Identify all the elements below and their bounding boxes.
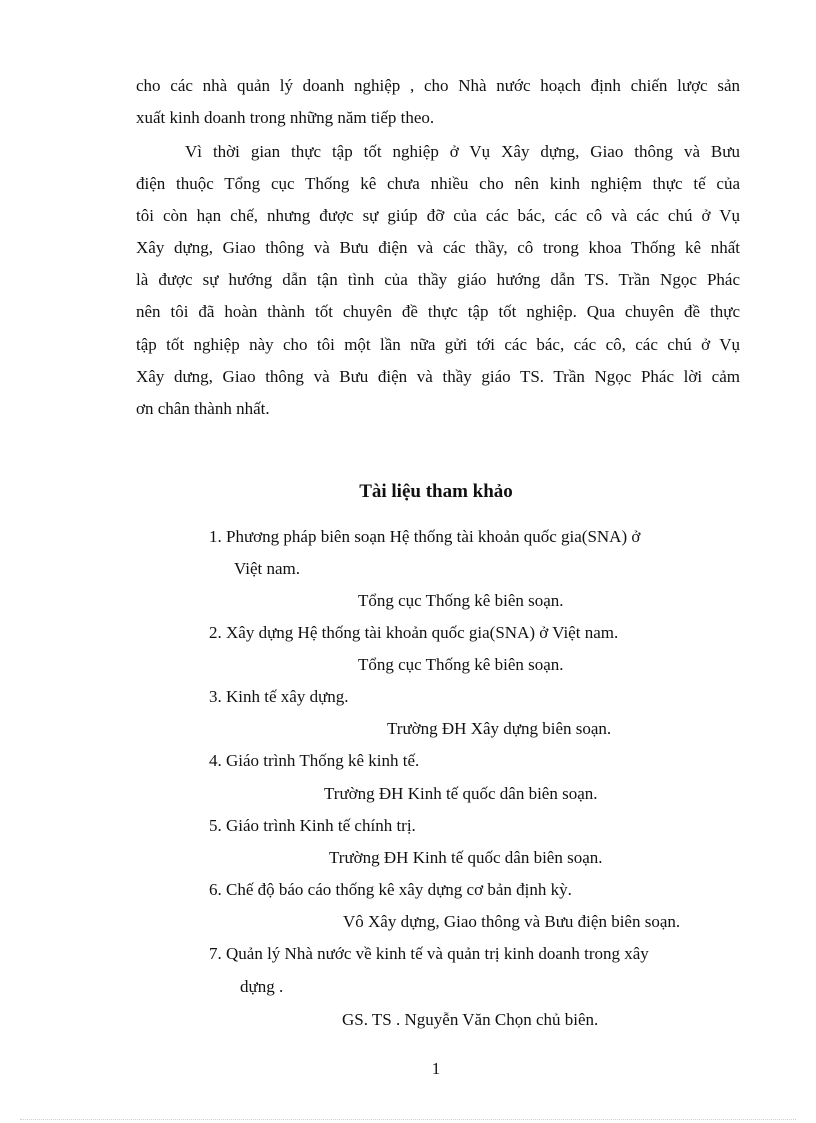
reference-author: Trường ĐH Kinh tế quốc dân biên soạn. <box>324 784 598 803</box>
reference-author: Tổng cục Thống kê biên soạn. <box>358 591 564 610</box>
page-number: 1 <box>431 1059 441 1078</box>
body-line: ơn chân thành nhất. <box>136 399 270 418</box>
reference-item: 2. Xây dựng Hệ thống tài khoản quốc gia(SNA) ở Việt nam. <box>209 623 619 642</box>
body-line: Xây dựng, Giao thông và Bưu điện và các thầy, cô trong khoa Thống kê nhất <box>136 238 740 257</box>
body-line: tập tốt nghiệp này cho tôi một lần nữa gửi tới các bác, các cô, các chú ở Vụ <box>136 335 740 354</box>
body-line: tôi còn hạn chế, nhưng được sự giúp đỡ của các bác, các cô và các chú ở Vụ <box>136 206 740 225</box>
body-line: điện thuộc Tổng cục Thống kê chưa nhiều cho nên kinh nghiệm thực tế của <box>136 174 740 193</box>
body-line: nên tôi đã hoàn thành tốt chuyên đề thực tập tốt nghiệp. Qua chuyên đề thực <box>136 302 740 321</box>
reference-item-continuation: dựng . <box>240 977 284 996</box>
body-line: xuất kinh doanh trong những năm tiếp theo. <box>136 108 435 127</box>
reference-item: 6. Chế độ báo cáo thống kê xây dựng cơ bản định kỳ. <box>209 880 572 899</box>
reference-author: Tổng cục Thống kê biên soạn. <box>358 655 564 674</box>
reference-item: 7. Quản lý Nhà nước về kinh tế và quản trị kinh doanh trong xây <box>209 944 649 963</box>
reference-item: 3. Kinh tế xây dựng. <box>209 687 349 706</box>
body-line: Vì thời gian thực tập tốt nghiệp ở Vụ Xây dựng, Giao thông và Bưu <box>185 142 740 161</box>
reference-author: GS. TS . Nguyễn Văn Chọn chủ biên. <box>342 1010 599 1029</box>
reference-author: Trường ĐH Xây dựng biên soạn. <box>387 719 612 738</box>
reference-item: 1. Phương pháp biên soạn Hệ thống tài khoản quốc gia(SNA) ở <box>209 527 641 546</box>
body-line: Xây dưng, Giao thông và Bưu điện và thầy giáo TS. Trần Ngọc Phác lời cảm <box>136 367 740 386</box>
body-line: cho các nhà quản lý doanh nghiệp , cho Nhà nước hoạch định chiến lược sản <box>136 76 740 95</box>
page-bottom-rule <box>20 1119 796 1120</box>
body-line: là được sự hướng dẫn tận tình của thầy giáo hướng dẫn TS. Trần Ngọc Phác <box>136 270 740 289</box>
reference-author: Trường ĐH Kinh tế quốc dân biên soạn. <box>329 848 603 867</box>
reference-author: Vô Xây dựng, Giao thông và Bưu điện biên soạn. <box>343 912 681 931</box>
reference-item: 4. Giáo trình Thống kê kinh tế. <box>209 751 420 770</box>
references-heading: Tài liệu tham khảo <box>359 481 513 502</box>
reference-item: 5. Giáo trình Kinh tế chính trị. <box>209 816 416 835</box>
reference-item-continuation: Việt nam. <box>234 559 301 578</box>
